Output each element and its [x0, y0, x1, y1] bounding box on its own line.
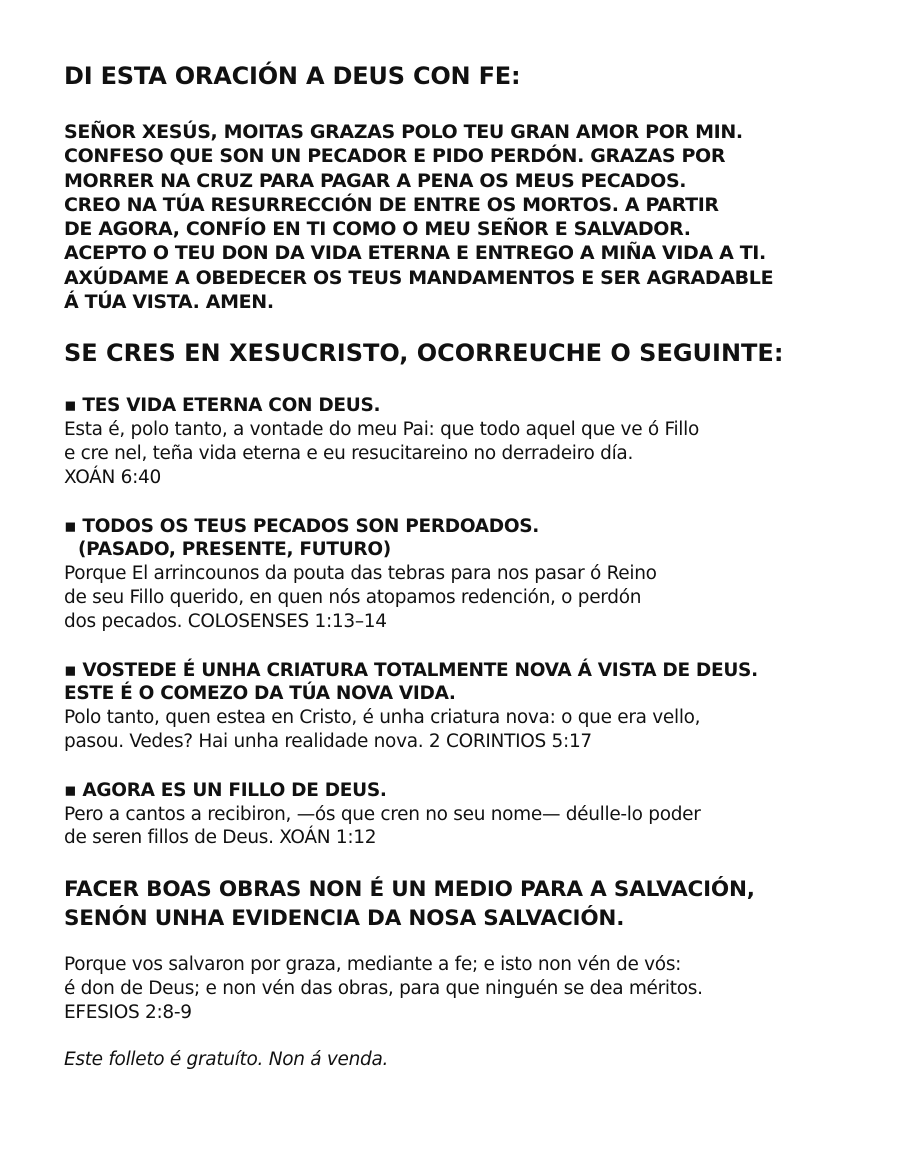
- point-text-line: XOÁN 6:40: [64, 466, 161, 488]
- point-new-creature: [64, 659, 864, 754]
- works-text-line: é don de Deus; e non vén das obras, para que ninguén se dea méritos.: [64, 977, 703, 999]
- point-headline-sub: (PASADO, PRESENTE, FUTURO): [78, 539, 391, 561]
- works-heading-line: FACER BOAS OBRAS NON É UN MEDIO PARA A SALVACIÓN,: [64, 877, 755, 903]
- works-heading: [64, 875, 864, 933]
- section-heading: SE CRES EN XESUCRISTO, OCORREUCHE O SEGUINTE:: [64, 339, 784, 368]
- point-sins-forgiven: [64, 515, 864, 634]
- prayer-line: Á TÚA VISTA. AMEN.: [64, 291, 274, 314]
- point-text-line: dos pecados. COLOSENSES 1:13–14: [64, 610, 387, 632]
- works-text-line: Porque vos salvaron por graza, mediante a fe; e isto non vén de vós:: [64, 954, 682, 976]
- point-text-line: Pero a cantos a recibiron, —ós que cren no seu nome— déulle-lo poder: [64, 803, 701, 825]
- point-text-line: Polo tanto, quen estea en Cristo, é unha criatura nova: o que era vello,: [64, 707, 701, 729]
- prayer-line: CREO NA TÚA RESURRECCIÓN DE ENTRE OS MORTOS. A PARTIR: [64, 193, 719, 216]
- point-child-of-god: [64, 779, 864, 850]
- prayer-text: [64, 120, 864, 314]
- point-eternal-life: [64, 394, 864, 489]
- point-text-line: Esta é, polo tanto, a vontade do meu Pai: que todo aquel que ve ó Fillo: [64, 419, 699, 441]
- works-text: [64, 953, 864, 1024]
- works-heading-line: SENÓN UNHA EVIDENCIA DA NOSA SALVACIÓN.: [64, 906, 625, 932]
- point-headline: ▪ TES VIDA ETERNA CON DEUS.: [64, 395, 381, 417]
- document-page: [64, 60, 864, 1070]
- prayer-line: CONFESO QUE SON UN PECADOR E PIDO PERDÓN. GRAZAS POR: [64, 145, 726, 168]
- prayer-line: ACEPTO O TEU DON DA VIDA ETERNA E ENTREGO A MIÑA VIDA A TI.: [64, 242, 766, 265]
- point-text-line: e cre nel, teña vida eterna e eu resucitareino no derradeiro día.: [64, 442, 634, 464]
- page-title: DI ESTA ORACIÓN A DEUS CON FE:: [64, 62, 521, 90]
- point-headline: ▪ AGORA ES UN FILLO DE DEUS.: [64, 779, 387, 801]
- point-headline-sub: ESTE É O COMEZO DA TÚA NOVA VIDA.: [64, 683, 456, 705]
- point-headline: ▪ TODOS OS TEUS PECADOS SON PERDOADOS.: [64, 515, 540, 537]
- prayer-line: MORRER NA CRUZ PARA PAGAR A PENA OS MEUS PECADOS.: [64, 169, 687, 192]
- point-text-line: Porque El arrincounos da pouta das tebras para nos pasar ó Reino: [64, 563, 657, 585]
- works-text-line: EFESIOS 2:8-9: [64, 1001, 192, 1023]
- prayer-line: SEÑOR XESÚS, MOITAS GRAZAS POLO TEU GRAN AMOR POR MIN.: [64, 121, 743, 143]
- footer-note: Este folleto é gratuíto. Non á venda.: [64, 1048, 389, 1070]
- point-text-line: pasou. Vedes? Hai unha realidade nova. 2 CORINTIOS 5:17: [64, 730, 592, 752]
- point-text-line: de seu Fillo querido, en quen nós atopamos redención, o perdón: [64, 586, 642, 608]
- point-text-line: de seren fillos de Deus. XOÁN 1:12: [64, 827, 377, 849]
- prayer-line: DE AGORA, CONFÍO EN TI COMO O MEU SEÑOR E SALVADOR.: [64, 218, 691, 241]
- point-headline: ▪ VOSTEDE É UNHA CRIATURA TOTALMENTE NOVA Á VISTA DE DEUS.: [64, 659, 758, 681]
- prayer-line: AXÚDAME A OBEDECER OS TEUS MANDAMENTOS E SER AGRADABLE: [64, 266, 774, 289]
